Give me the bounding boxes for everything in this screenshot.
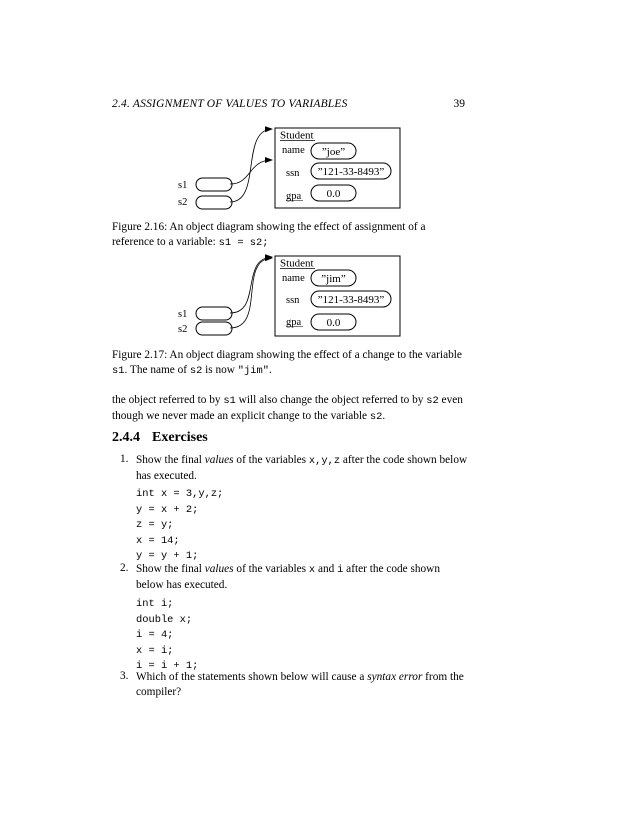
figure-caption-2-16 xyxy=(112,220,468,251)
inline-code: s1 xyxy=(223,395,236,407)
field-label-name: name xyxy=(282,145,305,156)
exercise-text-part: of the variables xyxy=(233,563,309,575)
ref-label-s2: s2 xyxy=(178,324,188,335)
caption-code: s1 xyxy=(112,365,125,377)
inline-code: x,y,z xyxy=(308,455,341,467)
caption-text: Figure 2.16: An object diagram showing the effect of assignment of a reference to a variable: xyxy=(112,221,426,248)
body-paragraph xyxy=(112,393,468,425)
field-label-ssn: ssn xyxy=(286,168,300,179)
field-value-name: ”jim” xyxy=(321,273,346,285)
caption-text: . xyxy=(268,364,272,376)
exercise-text-part: Show the final xyxy=(136,563,205,575)
inline-code: x xyxy=(308,564,316,576)
ref-label-s2: s2 xyxy=(178,197,188,208)
section-heading xyxy=(112,430,208,446)
figure-caption-2-17 xyxy=(112,348,468,379)
exercise-text-part: Show the final xyxy=(136,454,205,466)
exercise-emphasis: values xyxy=(204,563,234,575)
ref-arrow-s1 xyxy=(230,257,272,313)
ref-oval-s2 xyxy=(196,196,232,209)
exercise-number: 2. xyxy=(120,562,129,574)
inline-code: s2 xyxy=(369,411,383,423)
ref-oval-s2 xyxy=(196,322,232,335)
field-value-ssn: ”121-33-8493” xyxy=(317,294,385,306)
inline-code: s2 xyxy=(426,395,439,407)
caption-code: s1 = s2; xyxy=(218,237,269,249)
paragraph-text: even though we never made an explicit change to the variable xyxy=(112,394,463,422)
paragraph-text: the object referred to by xyxy=(112,394,224,406)
ref-label-s1: s1 xyxy=(178,309,188,320)
field-label-name: name xyxy=(282,273,305,284)
ref-arrow-s2 xyxy=(230,258,272,328)
ref-oval-s1 xyxy=(196,178,232,191)
exercise-text xyxy=(136,453,468,484)
exercise-text-part: after the code shown below has executed. xyxy=(136,454,468,482)
caption-text: . The name of xyxy=(124,364,190,376)
exercise-text-part: of the variables xyxy=(233,454,309,466)
paragraph-text: . xyxy=(382,410,386,422)
exercise-text-part: Which of the statements shown below will cause a xyxy=(136,671,368,683)
running-title: 2.4. ASSIGNMENT OF VALUES TO VARIABLES xyxy=(112,98,348,110)
exercise-text-part: after the code shown below has executed. xyxy=(136,563,440,591)
exercise-text-part: from the compiler? xyxy=(136,671,464,698)
exercise-text xyxy=(136,670,468,700)
exercise-emphasis: values xyxy=(204,454,234,466)
class-name: Student xyxy=(280,257,314,270)
field-value-gpa: 0.0 xyxy=(326,317,341,329)
class-name: Student xyxy=(280,129,314,142)
caption-text: Figure 2.17: An object diagram showing the effect of a change to the variable xyxy=(112,349,462,361)
field-label-gpa: gpa xyxy=(286,191,302,202)
inline-code: i xyxy=(337,564,344,576)
exercise-text-part: and xyxy=(315,563,338,575)
field-label-gpa: gpa xyxy=(286,317,302,328)
section-title: Exercises xyxy=(152,430,208,445)
caption-code: s2 xyxy=(189,365,203,377)
ref-oval-s1 xyxy=(196,307,232,320)
code-block: int i; double x; i = 4; x = i; i = i + 1; xyxy=(136,598,199,672)
exercise-emphasis: syntax error xyxy=(367,671,423,683)
exercise-number: 1. xyxy=(120,453,129,465)
field-value-name: ”joe” xyxy=(321,146,346,158)
section-number: 2.4.4 xyxy=(112,430,140,445)
caption-text: is now xyxy=(202,364,238,376)
exercise-text xyxy=(136,562,468,593)
ref-label-s1: s1 xyxy=(178,180,188,191)
exercise-number: 3. xyxy=(120,670,129,682)
field-value-ssn: ”121-33-8493” xyxy=(317,166,385,178)
code-block: int x = 3,y,z; y = x + 2; z = y; x = 14; y = y + 1; xyxy=(136,488,224,562)
ref-arrow-s2 xyxy=(230,129,272,202)
field-label-ssn: ssn xyxy=(286,295,300,306)
field-value-gpa: 0.0 xyxy=(326,188,341,200)
paragraph-text: will also change the object referred to by xyxy=(235,394,427,406)
caption-code: "jim" xyxy=(237,365,269,377)
page-number: 39 xyxy=(453,98,465,110)
